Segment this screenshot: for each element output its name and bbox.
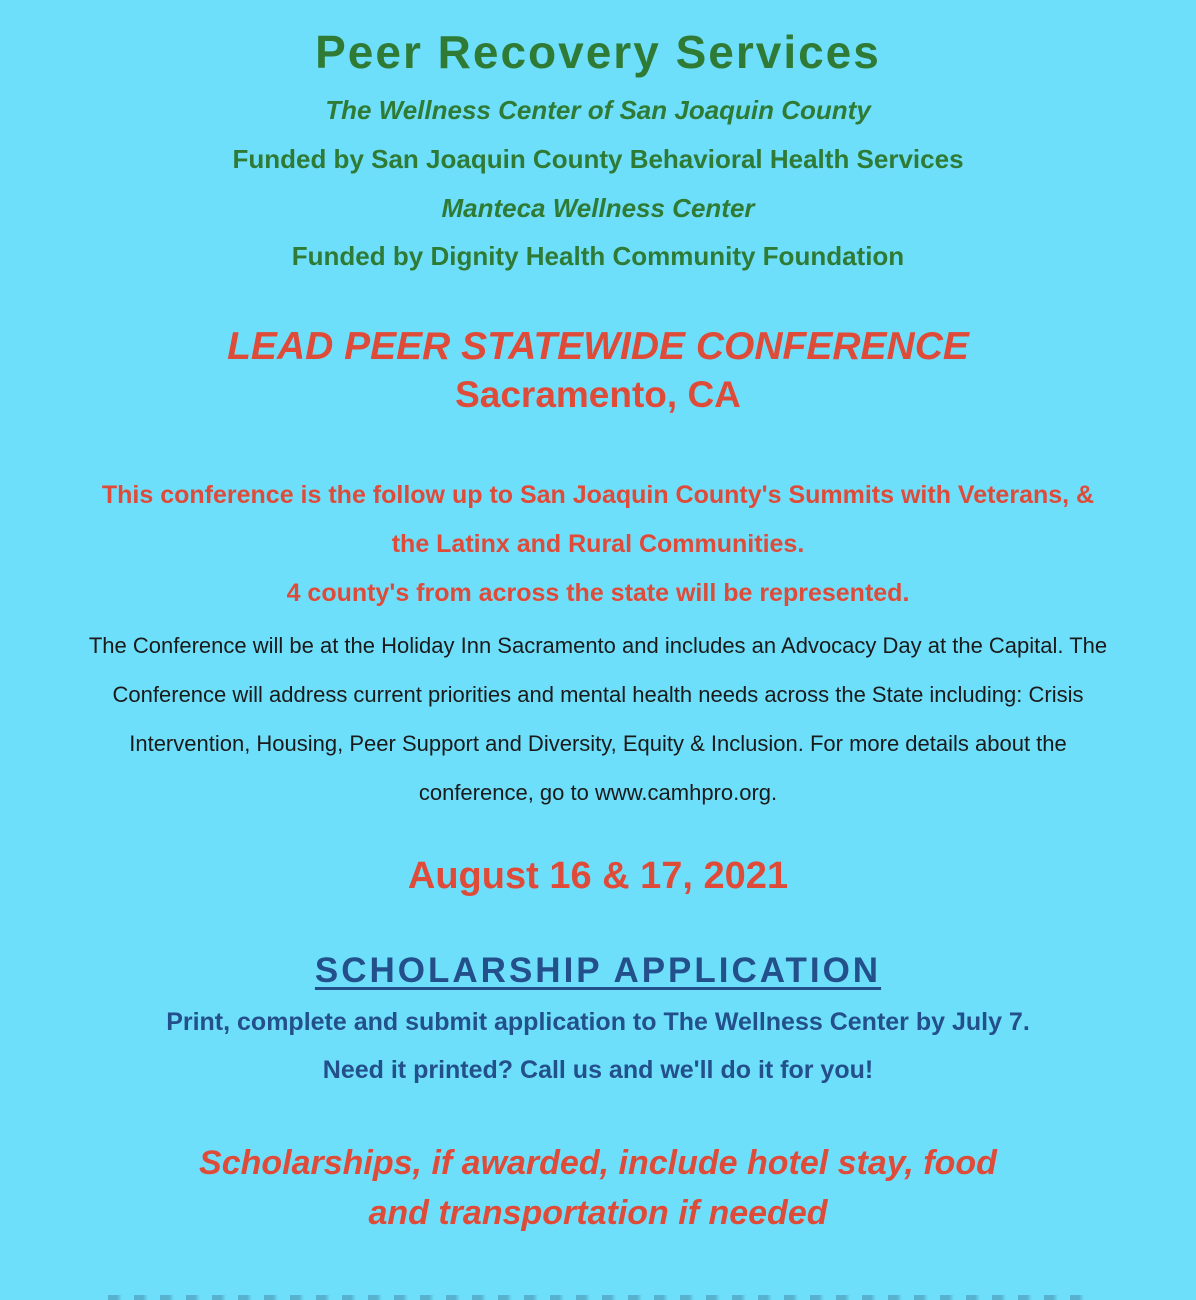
scholarship-note-line: Scholarships, if awarded, include hotel stay, food <box>199 1144 997 1182</box>
scholarship-note-line: and transportation if needed <box>368 1194 828 1232</box>
highlight-line: the Latinx and Rural Communities. <box>391 530 805 558</box>
page-title: Peer Recovery Services <box>315 26 881 78</box>
conference-title: LEAD PEER STATEWIDE CONFERENCE <box>227 325 969 368</box>
funding-line-1: Funded by San Joaquin County Behavioral Health Services <box>232 144 964 174</box>
description-line-website: conference, go to www.camhpro.org. <box>418 780 778 805</box>
funding-line-2: Funded by Dignity Health Community Foundation <box>291 241 905 271</box>
conference-highlight-paragraph <box>0 471 1196 618</box>
scholarship-heading: SCHOLARSHIP APPLICATION <box>314 951 882 990</box>
conference-location: Sacramento, CA <box>455 374 741 415</box>
description-line: Conference will address current priorities and mental health needs across the State including: Crisis <box>112 682 1084 707</box>
scholarship-instruction-line: Print, complete and submit application to The Wellness Center by July 7. <box>166 1008 1030 1036</box>
org-name-line: The Wellness Center of San Joaquin County <box>325 95 871 125</box>
scholarship-note-paragraph <box>0 1138 1196 1238</box>
org-name-line-2: Manteca Wellness Center <box>441 193 755 223</box>
conference-description-paragraph <box>0 621 1196 817</box>
conference-dates: August 16 & 17, 2021 <box>407 855 789 897</box>
highlight-line: 4 county's from across the state will be represented. <box>286 579 910 607</box>
highlight-line: This conference is the follow up to San Joaquin County's Summits with Veterans, & <box>101 481 1095 509</box>
scholarship-instruction-line-2: Need it printed? Call us and we'll do it for you! <box>322 1056 874 1084</box>
cutoff-text-top-edge <box>108 1295 1088 1300</box>
description-line: The Conference will be at the Holiday Inn Sacramento and includes an Advocacy Day at the Capital. The <box>88 633 1108 658</box>
description-line: Intervention, Housing, Peer Support and Diversity, Equity & Inclusion. For more details about the <box>129 731 1067 756</box>
